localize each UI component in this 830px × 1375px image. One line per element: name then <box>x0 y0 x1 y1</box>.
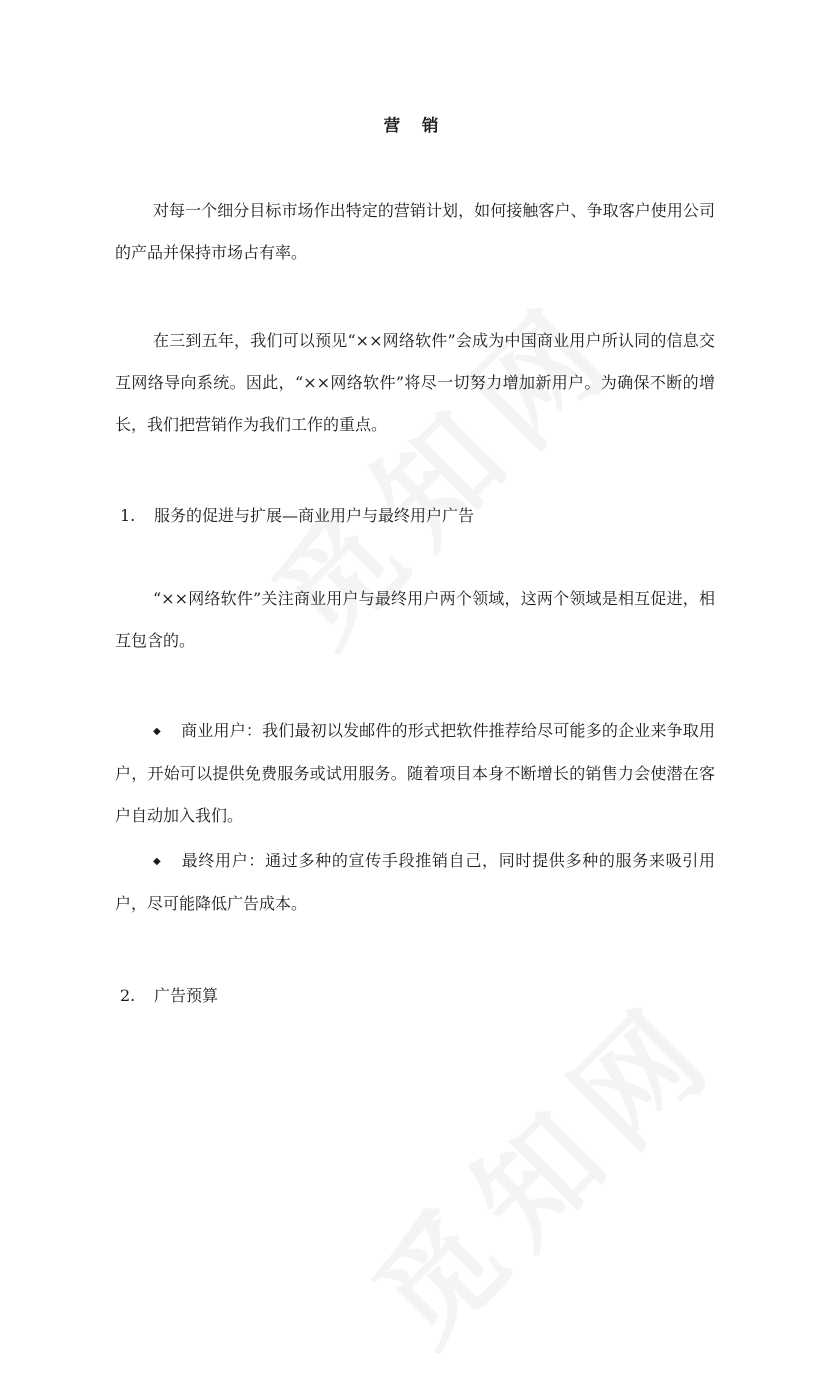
section-intro-paragraph: “××网络软件”关注商业用户与最终用户两个领域，这两个领域是相互促进，相互包含的。 <box>115 589 715 650</box>
bullet-text: 商业用户：我们最初以发邮件的形式把软件推荐给尽可能多的企业来争取用户，开始可以提供免费服务或试用服务。随着项目本身不断增长的销售力会使潜在客户自动加入我们。 <box>115 721 715 825</box>
section-number: 2. <box>120 986 136 1005</box>
page-title: 营 销 <box>383 116 447 135</box>
section-number: 1. <box>120 506 136 525</box>
bullet-item <box>115 710 715 837</box>
bullet-text: 最终用户：通过多种的宣传手段推销自己，同时提供多种的服务来吸引用户，尽可能降低广告成本。 <box>115 851 715 913</box>
bullet-item <box>115 840 715 925</box>
section-heading <box>120 975 218 1017</box>
watermark <box>331 957 750 1375</box>
section-heading-text: 服务的促进与扩展—商业用户与最终用户广告 <box>154 506 475 525</box>
bullet-diamond-icon: ◆ <box>153 856 161 867</box>
bullet-diamond-icon: ◆ <box>153 726 161 737</box>
intro-paragraph: 对每一个细分目标市场作出特定的营销计划，如何接触客户、争取客户使用公司的产品并保持市场占有率。 <box>115 201 715 262</box>
section-heading <box>120 495 474 537</box>
section-heading-text: 广告预算 <box>154 986 219 1005</box>
outlook-paragraph: 在三到五年，我们可以预见“××网络软件”会成为中国商业用户所认同的信息交互网络导向系统。因此，“××网络软件”将尽一切努力增加新用户。为确保不断的增长，我们把营销作为我们工作的重点。 <box>115 331 715 434</box>
